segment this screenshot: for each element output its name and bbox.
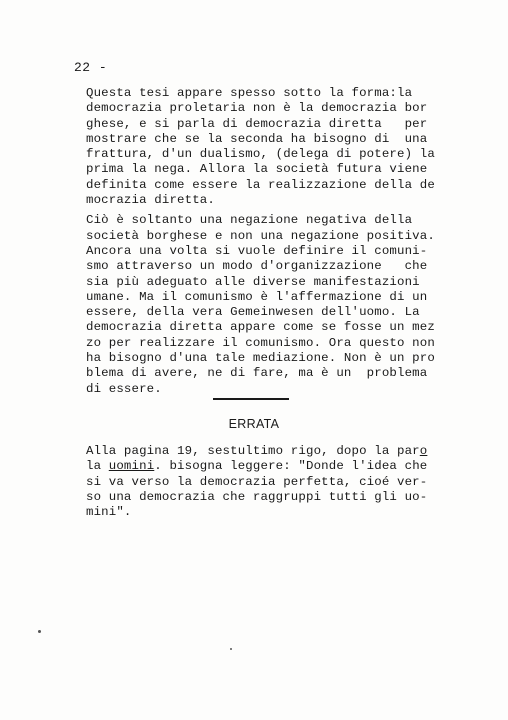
text-line: umane. Ma il comunismo è l'affermazione di un <box>86 289 428 304</box>
text-line: democrazia diretta appare come se fosse un mez <box>86 320 435 335</box>
underlined-text: o <box>419 444 428 458</box>
paragraph-1 <box>86 86 435 208</box>
text-line: smo attraverso un modo d'organizzazione che <box>86 259 428 274</box>
text-line: zo per realizzare il comunismo. Ora questo non <box>86 335 435 350</box>
text-line: mostrare che se la seconda ha bisogno di una <box>86 131 428 146</box>
text-line: ha bisogno d'una tale mediazione. Non è un pro <box>86 351 435 366</box>
text-line: Ciò è soltanto una negazione negativa della <box>86 213 413 228</box>
text-line: sia più adeguato alle diverse manifestazioni <box>86 274 420 289</box>
errata-line: so una democrazia che raggruppi tutti gli uo- <box>86 489 428 504</box>
errata-line: mini". <box>86 505 132 520</box>
section-divider <box>213 398 289 400</box>
errata-line-2-rest: . bisogna leggere: "Donde l'idea che <box>154 459 428 474</box>
text-line: frattura, d'un dualismo, (delega di potere) la <box>86 147 435 162</box>
text-line: Questa tesi appare spesso sotto la forma:la <box>86 86 413 100</box>
text-line: democrazia proletaria non è la democrazia bor <box>86 101 428 116</box>
paper-speck <box>38 630 41 633</box>
text-line: ghese, e si parla di democrazia diretta per <box>86 116 428 131</box>
text-line: Ancora una volta si vuole definire il comuni- <box>86 243 428 258</box>
errata-line <box>86 444 426 459</box>
text-line: mocrazia diretta. <box>86 193 215 208</box>
text-line: definita come essere la realizzazione della de <box>86 177 435 192</box>
errata-text <box>86 444 426 520</box>
paper-speck <box>230 648 232 650</box>
errata-line <box>86 459 426 474</box>
errata-heading: ERRATA <box>228 417 280 431</box>
text-line: società borghese e non una negazione positiva. <box>86 228 435 243</box>
underlined-text: uomini <box>108 459 155 474</box>
text-line: prima la nega. Allora la società futura viene <box>86 162 428 177</box>
page-number: 22 - <box>74 60 108 75</box>
text-line: essere, della vera Gemeinwesen dell'uomo. La <box>86 305 420 320</box>
errata-line-1-text: Alla pagina 19, sestultimo rigo, dopo la par <box>86 444 420 458</box>
paragraph-2 <box>86 213 435 397</box>
errata-line-2-prefix: la <box>86 459 109 474</box>
body-text <box>86 86 435 397</box>
text-line: di essere. <box>86 381 162 396</box>
text-line: blema di avere, ne di fare, ma è un problema <box>86 366 428 381</box>
errata-line: si va verso la democrazia perfetta, cioé ver- <box>86 474 428 489</box>
